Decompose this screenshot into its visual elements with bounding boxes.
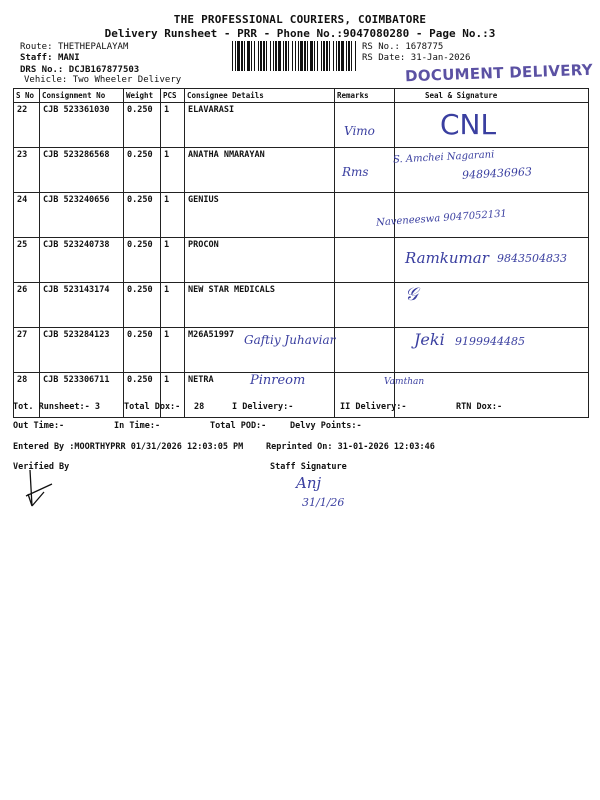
handwritten-signature: Jeki: [414, 330, 445, 349]
row-weight: 0.250: [124, 373, 161, 418]
tot-runsheet: Tot. Runsheet:- 3: [13, 402, 100, 412]
row-consignment-no: CJB 523361030: [40, 103, 124, 148]
total-dox-label: Total Dox:-: [124, 402, 181, 412]
table-row: [14, 103, 589, 148]
table-row: [14, 283, 589, 328]
i-delivery: I Delivery:-: [232, 402, 294, 412]
vehicle-value: Two Wheeler Delivery: [72, 75, 182, 85]
reprinted-on: Reprinted On: 31-01-2026 12:03:46: [266, 442, 435, 452]
row-pcs: 1: [161, 193, 185, 238]
drs-line: DRS No.: DCJB167877503: [20, 65, 140, 75]
row-consignee: NEW STAR MEDICALS: [185, 283, 335, 328]
row-weight: 0.250: [124, 103, 161, 148]
row-pcs: 1: [161, 283, 185, 328]
document-delivery-stamp: DOCUMENT DELIVERY: [404, 60, 594, 86]
row-remarks: [335, 328, 395, 373]
ii-delivery: II Delivery:-: [340, 402, 407, 412]
row-sno: 28: [14, 373, 40, 418]
handwritten-signature: S. Amchei Nagarani: [392, 149, 495, 166]
row-consignee: GENIUS: [185, 193, 335, 238]
delvy-points: Delvy Points:-: [290, 421, 362, 431]
staff-handwritten-signature: Anj: [296, 474, 322, 492]
staff-line: Staff: MANI: [20, 53, 80, 63]
row-sno: 26: [14, 283, 40, 328]
col-remarks: Remarks: [335, 89, 395, 103]
col-sno: S No: [14, 89, 40, 103]
route-value: THETHEPALAYAM: [57, 42, 129, 52]
row-consignment-no: CJB 523143174: [40, 283, 124, 328]
handwritten-signature: 𝒢: [405, 284, 418, 305]
row-pcs: 1: [161, 103, 185, 148]
handwritten-signature: Vamthan: [384, 377, 425, 387]
runsheet-subtitle: Delivery Runsheet - PRR - Phone No.:9047080280 - Page No.:3: [104, 27, 496, 40]
rs-date-line: RS Date: 31-Jan-2026: [362, 53, 471, 63]
row-sno: 23: [14, 148, 40, 193]
row-pcs: 1: [161, 328, 185, 373]
row-remarks: [335, 238, 395, 283]
handwritten-phone: 9489436963: [461, 165, 533, 182]
handwritten-signature: CNL: [440, 108, 497, 141]
barcode-image: [232, 41, 358, 71]
rs-no-line: RS No.: 1678775: [362, 42, 444, 52]
row-consignment-no: CJB 523240738: [40, 238, 124, 283]
col-consignee: Consignee Details: [185, 89, 335, 103]
staff-signature-date: 31/1/26: [302, 496, 345, 509]
row-sno: 24: [14, 193, 40, 238]
row-consignment-no: CJB 523286568: [40, 148, 124, 193]
handwritten-phone: 9843504833: [497, 252, 567, 265]
row-consignee: ELAVARASI: [185, 103, 335, 148]
rs-no-value: 1678775: [405, 42, 444, 52]
row-pcs: 1: [161, 148, 185, 193]
row-weight: 0.250: [124, 283, 161, 328]
handwritten-remark: Vimo: [344, 124, 375, 138]
row-signature: [395, 283, 589, 328]
col-seal-signature: Seal & Signature: [395, 89, 589, 103]
rs-date-value: 31-Jan-2026: [410, 53, 471, 63]
row-weight: 0.250: [124, 238, 161, 283]
row-weight: 0.250: [124, 148, 161, 193]
col-consignment-no: Consignment No: [40, 89, 124, 103]
row-sno: 22: [14, 103, 40, 148]
verifier-signature-mark: [22, 466, 62, 510]
staff-value: MANI: [57, 53, 80, 63]
row-consignment-no: CJB 523240656: [40, 193, 124, 238]
row-consignee: NETRA: [185, 373, 335, 418]
vehicle-line: Vehicle: Two Wheeler Delivery: [24, 75, 182, 85]
row-consignee: ANATHA NMARAYAN: [185, 148, 335, 193]
row-remarks: [335, 193, 395, 238]
row-consignee: M26A51997: [185, 328, 335, 373]
row-consignment-no: CJB 523306711: [40, 373, 124, 418]
company-title: THE PROFESSIONAL COURIERS, COIMBATORE: [173, 13, 427, 26]
route-line: Route: THETHEPALAYAM: [20, 42, 129, 52]
drs-value: DCJB167877503: [68, 65, 140, 75]
col-weight: Weight: [124, 89, 161, 103]
row-consignee: PROCON: [185, 238, 335, 283]
handwritten-remark: Pinreom: [250, 373, 306, 388]
row-sno: 27: [14, 328, 40, 373]
in-time: In Time:-: [114, 421, 161, 431]
handwritten-remark: Gaftiy Juhaviar: [244, 333, 336, 347]
verified-by: Verified By: [13, 462, 70, 472]
row-remarks: [335, 283, 395, 328]
row-weight: 0.250: [124, 193, 161, 238]
table-header-row: [14, 89, 589, 103]
row-pcs: 1: [161, 373, 185, 418]
row-pcs: 1: [161, 238, 185, 283]
row-consignment-no: CJB 523284123: [40, 328, 124, 373]
handwritten-signature: Naveneeswa 9047052131: [375, 208, 508, 229]
row-weight: 0.250: [124, 328, 161, 373]
out-time: Out Time:-: [13, 421, 65, 431]
handwritten-remark: Rms: [342, 165, 369, 179]
rtn-dox: RTN Dox:-: [456, 402, 503, 412]
col-pcs: PCS: [161, 89, 185, 103]
row-sno: 25: [14, 238, 40, 283]
staff-signature-label: Staff Signature: [270, 462, 347, 472]
handwritten-phone: 9199944485: [455, 335, 525, 348]
entered-by: Entered By :MOORTHYPRR 01/31/2026 12:03:05 PM: [13, 442, 244, 452]
total-pod: Total POD:-: [210, 421, 267, 431]
handwritten-signature: Ramkumar: [405, 249, 489, 267]
total-dox-value: 28: [194, 402, 205, 412]
